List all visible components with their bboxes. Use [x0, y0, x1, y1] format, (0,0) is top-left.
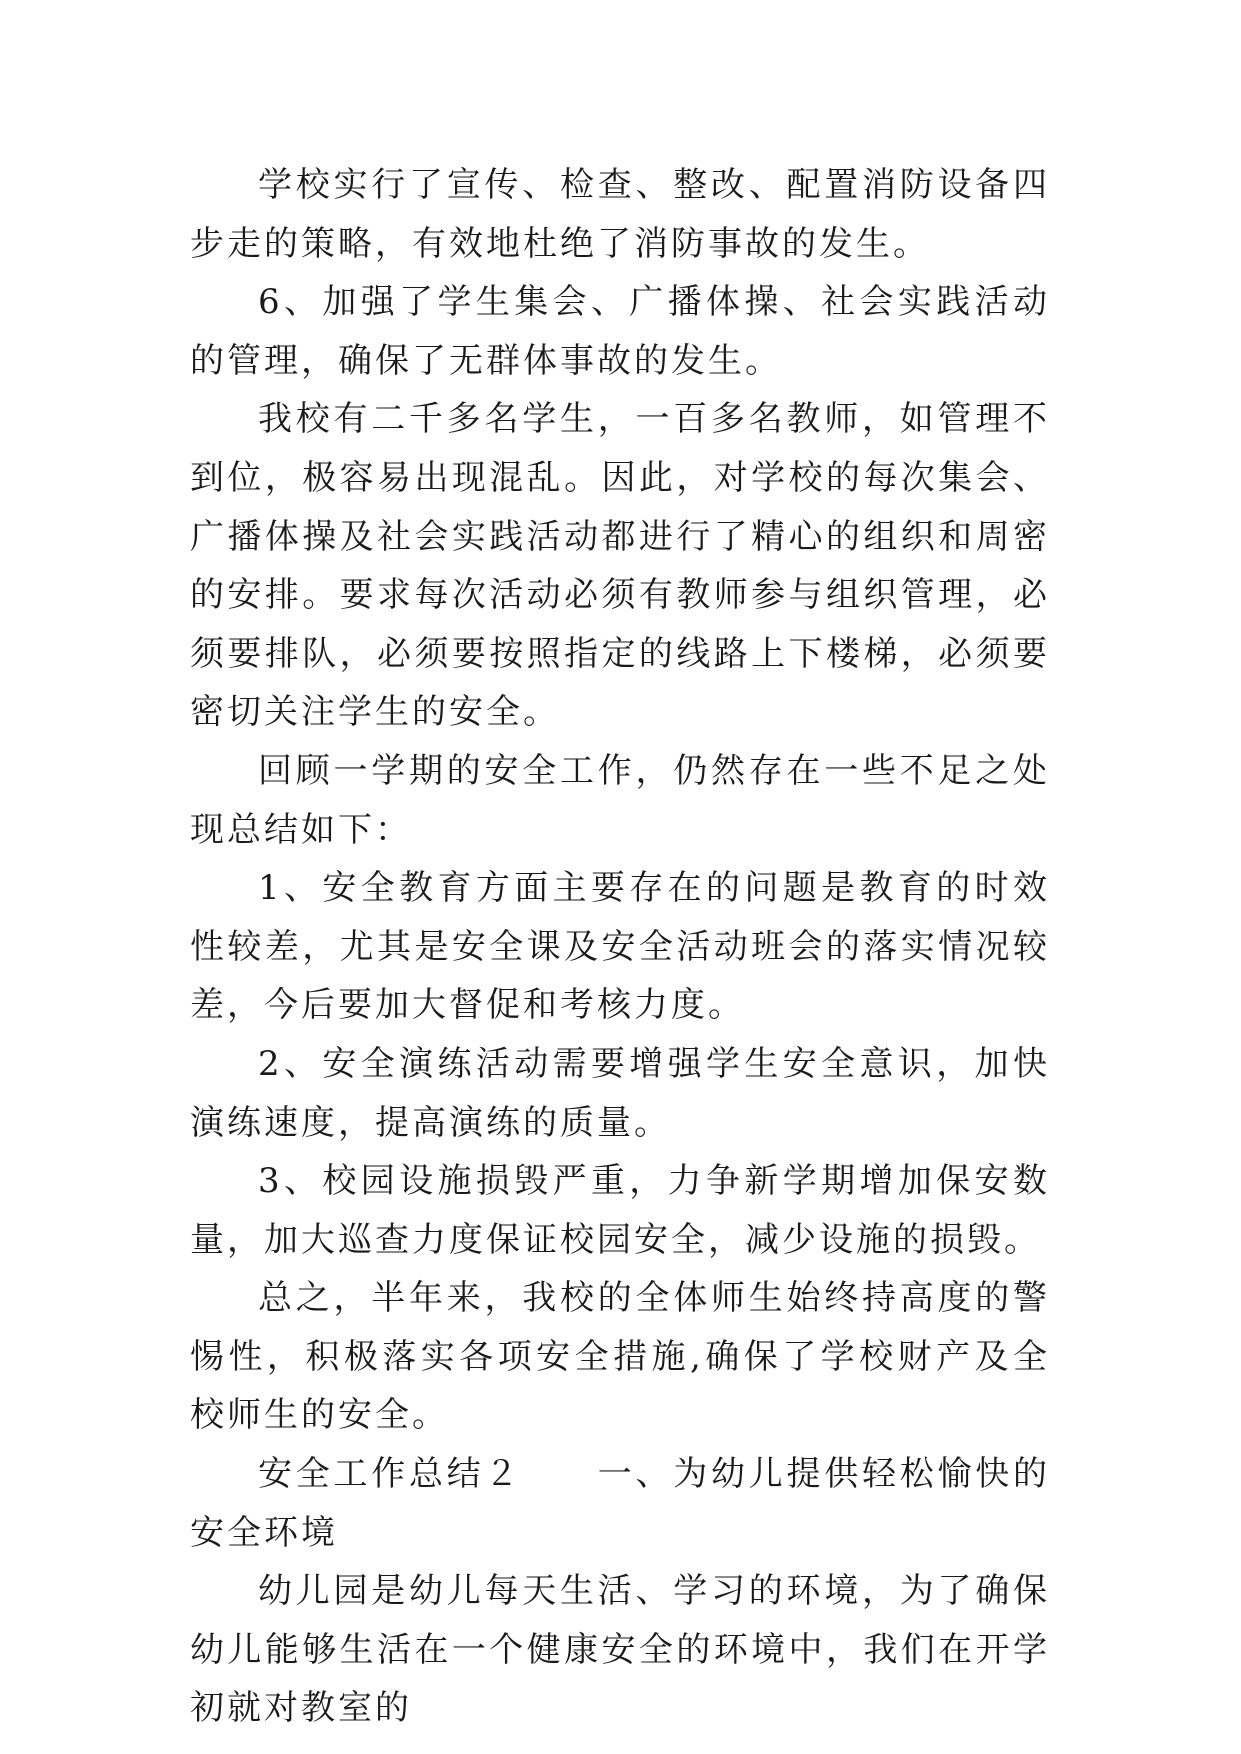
paragraph-school-scale: 我校有二千多名学生，一百多名教师，如管理不到位，极容易出现混乱。因此，对学校的每次集会、广播体操及社会实践活动都进行了精心的组织和周密的安排。要求每次活动必须有教师参与组织管理，必须要排队，必须要按照指定的线路上下楼梯，必须要密切关注学生的安全。: [190, 399, 1050, 733]
paragraph-fire-safety-strategy: 学校实行了宣传、检查、整改、配置消防设备四步走的策略，有效地杜绝了消防事故的发生。: [190, 165, 1050, 264]
paragraph-conclusion: 总之，半年来，我校的全体师生始终持高度的警惕性，积极落实各项安全措施,确保了学校财产及全校师生的安全。: [190, 1278, 1050, 1436]
paragraph-shortcoming-3: 3、校园设施损毁严重，力争新学期增加保安数量，加大巡查力度保证校园安全，减少设施的损毁。: [190, 1161, 1050, 1260]
document-body: [190, 156, 1050, 1738]
paragraph-item-6-assembly-management: 6、加强了学生集会、广播体操、社会实践活动的管理，确保了无群体事故的发生。: [190, 282, 1050, 381]
paragraph-shortcoming-1: 1、安全教育方面主要存在的问题是教育的时效性较差，尤其是安全课及安全活动班会的落实情况较差，今后要加大督促和考核力度。: [190, 868, 1050, 1026]
paragraph-review-intro: 回顾一学期的安全工作，仍然存在一些不足之处现总结如下：: [190, 750, 1050, 850]
paragraph-summary-2-heading: 安全工作总结２ 一、为幼儿提供轻松愉快的安全环境: [190, 1454, 1050, 1553]
paragraph-kindergarten-environment: 幼儿园是幼儿每天生活、学习的环境，为了确保幼儿能够生活在一个健康安全的环境中，我们在开学初就对教室的: [190, 1571, 1050, 1729]
paragraph-shortcoming-2: 2、安全演练活动需要增强学生安全意识，加快演练速度，提高演练的质量。: [190, 1043, 1050, 1143]
